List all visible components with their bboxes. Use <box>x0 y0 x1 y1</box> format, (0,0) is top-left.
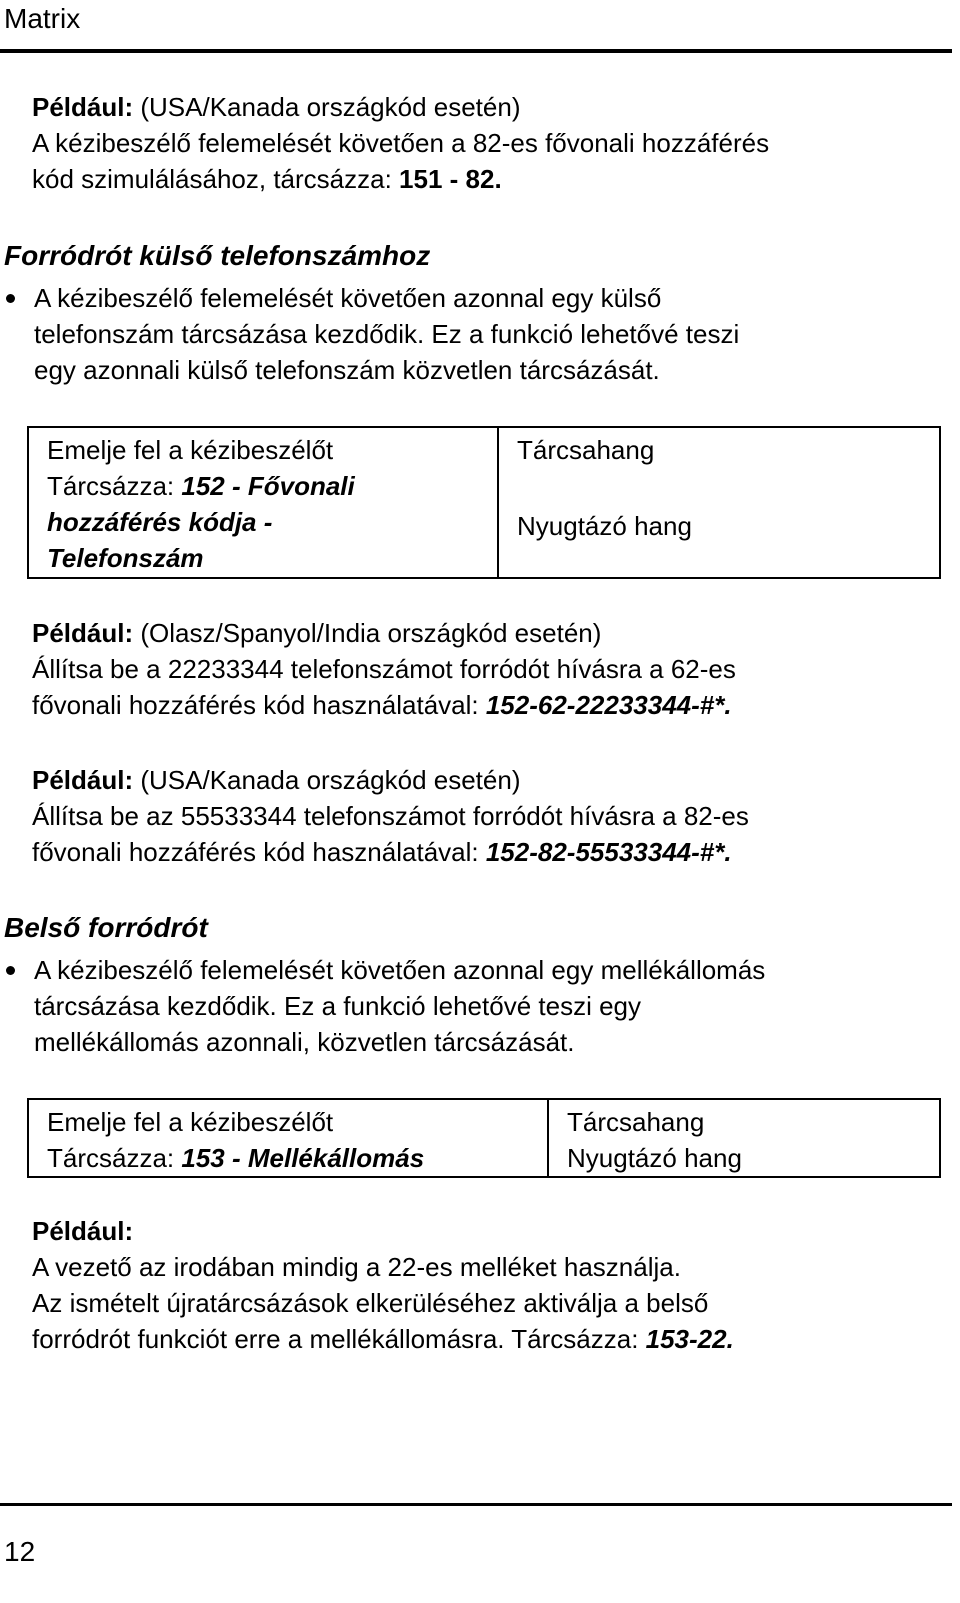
example-text: Állítsa be a 22233344 telefonszámot forródót hívásra a 62-es <box>32 654 736 684</box>
dial-code: 152-82-55533344-#*. <box>485 837 732 867</box>
dial-code: 152-62-22233344-#*. <box>485 690 732 720</box>
page-number: 12 <box>4 1536 36 1567</box>
dial-code: hozzáférés kódja - <box>47 507 273 537</box>
running-header: Matrix <box>4 3 81 34</box>
example-label: Például: <box>32 618 134 648</box>
procedure-steps-cell <box>28 427 498 578</box>
example-text: Az ismételt újratárcsázások elkerüléséhez aktiválja a belső <box>32 1288 709 1318</box>
example-note: (USA/Kanada országkód esetén) <box>133 92 521 122</box>
bullet-line: telefonszám tárcsázása kezdődik. Ez a funkció lehetővé teszi <box>34 319 740 349</box>
bullet-line: tárcsázása kezdődik. Ez a funkció lehetővé teszi egy <box>34 991 641 1021</box>
dial-code: 152 - Fővonali <box>181 471 355 501</box>
example-text: fővonali hozzáférés kód használatával: <box>32 690 486 720</box>
section-heading-internal-hotline: Belső forródrót <box>4 912 208 943</box>
tone-label: Tárcsahang <box>567 1107 705 1137</box>
procedure-step: Tárcsázza: <box>47 1143 182 1173</box>
example-text: forródrót funkciót erre a mellékállomásra. Tárcsázza: <box>32 1324 646 1354</box>
example-text: A kézibeszélő felemelését követően a 82-es fővonali hozzáférés <box>32 128 770 158</box>
bullet-line: A kézibeszélő felemelését követően azonnal egy külső <box>34 283 662 313</box>
procedure-tones-cell <box>548 1099 940 1177</box>
tone-label: Nyugtázó hang <box>517 511 692 541</box>
example-usa-151 <box>32 89 942 197</box>
bullet-line: A kézibeszélő felemelését követően azonnal egy mellékállomás <box>34 955 766 985</box>
dial-code: 153 - Mellékállomás <box>181 1143 425 1173</box>
procedure-tones-cell <box>498 427 940 578</box>
procedure-step: Emelje fel a kézibeszélőt <box>47 435 334 465</box>
bullet-line: egy azonnali külső telefonszám közvetlen tárcsázását. <box>34 355 660 385</box>
example-usa-canada <box>32 762 942 870</box>
procedure-table-external <box>27 426 941 579</box>
section-heading-external-hotline: Forródrót külső telefonszámhoz <box>4 240 431 271</box>
procedure-steps-cell <box>28 1099 548 1177</box>
example-note: (Olasz/Spanyol/India országkód esetén) <box>133 618 602 648</box>
dial-code: Telefonszám <box>47 543 204 573</box>
procedure-step: Tárcsázza: <box>47 471 182 501</box>
example-text: A vezető az irodában mindig a 22-es melléket használja. <box>32 1252 681 1282</box>
procedure-step: Emelje fel a kézibeszélőt <box>47 1107 334 1137</box>
example-text: Állítsa be az 55533344 telefonszámot forródót hívásra a 82-es <box>32 801 749 831</box>
example-label: Például: <box>32 92 134 122</box>
example-text: kód szimulálásához, tárcsázza: <box>32 164 400 194</box>
bullet-line: mellékállomás azonnali, közvetlen tárcsázását. <box>34 1027 575 1057</box>
example-text: fővonali hozzáférés kód használatával: <box>32 837 486 867</box>
example-label: Például: <box>32 1216 134 1246</box>
example-italy-spain-india <box>32 615 942 723</box>
example-internal-22 <box>32 1213 942 1357</box>
tone-label: Nyugtázó hang <box>567 1143 742 1173</box>
procedure-table-internal <box>27 1098 941 1178</box>
footer-rule <box>0 1503 952 1506</box>
bullet-icon <box>6 294 15 303</box>
example-label: Például: <box>32 765 134 795</box>
header-rule <box>0 49 952 53</box>
bullet-icon <box>6 966 15 975</box>
tone-label: Tárcsahang <box>517 435 655 465</box>
example-note: (USA/Kanada országkód esetén) <box>133 765 521 795</box>
dial-code: 151 - 82. <box>399 164 502 194</box>
dial-code: 153-22. <box>645 1324 734 1354</box>
